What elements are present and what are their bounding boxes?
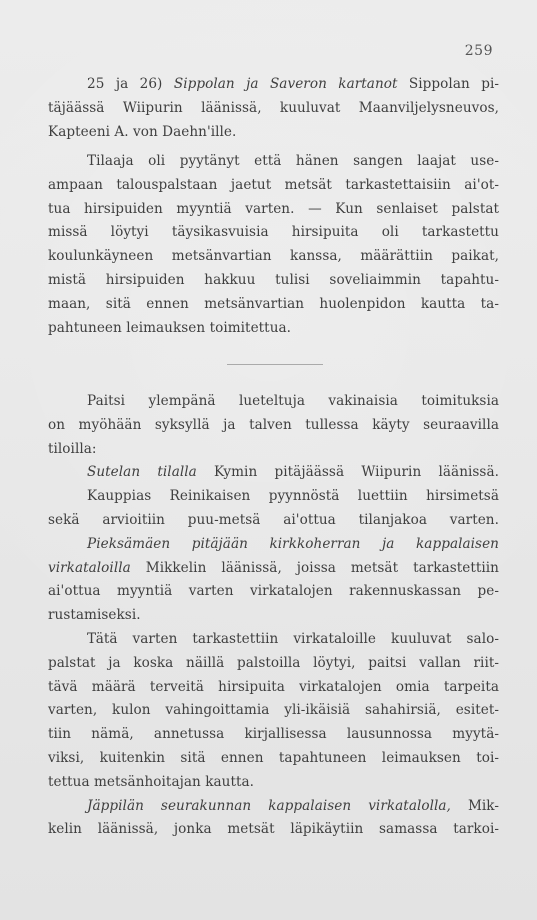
text-line — [48, 269, 499, 293]
text-line — [48, 723, 499, 747]
text-span: Mik- — [450, 797, 499, 814]
text-span: pahtuneen leimauksen toimitettua. — [48, 319, 292, 336]
text-line — [48, 121, 499, 145]
italic-text-span: virkataloilla — [48, 559, 131, 576]
text-span: tua hirsipuiden myyntiä varten. — Kun senlaiset palstat — [48, 200, 499, 217]
text-span: mistä hirsipuiden hakkuu tulisi soveliaimmin tapahtu- — [48, 271, 499, 288]
paragraph-sippola-saveron — [48, 73, 499, 144]
text-span: tävä määrä terveitä hirsipuita virkatalojen omia tarpeita — [48, 678, 499, 695]
italic-text-span: Sippolan ja Saveron kartanot — [173, 76, 398, 92]
text-span: ampaan talouspalstaan jaetut metsät tarkastettaisiin ai'ot- — [48, 176, 499, 193]
text-span: palstat ja koska näillä palstoilla löytyi, paitsi vallan riit- — [48, 654, 499, 671]
text-line — [48, 485, 499, 509]
text-line — [48, 652, 499, 676]
text-line — [48, 174, 499, 198]
text-line — [48, 317, 499, 341]
text-span: sekä arvioitiin puu-metsä ai'ottua tilanjakoa varten. — [48, 511, 499, 528]
page-number: 259 — [464, 43, 493, 59]
text-span: koulunkäyneen metsänvartian kanssa, määrättiin paikat, — [48, 248, 499, 265]
text-span: maan, sitä ennen metsänvartian huolenpidon kautta ta- — [48, 295, 499, 312]
italic-text-span: Sutelan tilalla — [87, 464, 197, 481]
text-span: on myöhään syksyllä ja talven tullessa käyty seuraavilla — [48, 416, 499, 433]
text-line — [48, 771, 499, 795]
text-span: ai'ottua myyntiä varten virkatalojen rakennuskassan pe- — [48, 583, 499, 600]
text-line — [48, 818, 499, 842]
text-line — [48, 150, 499, 174]
text-span: tiloilla: — [48, 440, 97, 457]
text-line — [48, 438, 499, 462]
text-span: Tätä varten tarkastettiin virkataloille kuuluvat salo- — [87, 630, 499, 647]
text-line — [48, 699, 499, 723]
text-span: Mikkelin läänissä, joissa metsät tarkastettiin — [130, 559, 499, 576]
text-line — [48, 604, 499, 628]
text-span: viksi, kuitenkin sitä ennen tapahtuneen leimauksen toi- — [48, 749, 499, 766]
text-span: Tilaaja oli pyytänyt että hänen sangen laajat use- — [87, 153, 499, 169]
text-span: kelin läänissä, jonka metsät läpikäytiin samassa tarkoi- — [48, 821, 499, 838]
text-span: Sippolan pi- — [397, 76, 499, 92]
text-span: Kapteeni A. von Daehn'ille. — [48, 123, 237, 140]
text-span: tettua metsänhoitajan kautta. — [48, 773, 254, 790]
paragraph-paitsi — [48, 390, 499, 842]
text-line — [48, 73, 499, 97]
text-line — [48, 390, 499, 414]
text-span: tiin nämä, annetussa kirjallisessa lausunnossa myytä- — [48, 726, 499, 743]
text-line — [48, 198, 499, 222]
text-span: Kymin pitäjäässä Wiipurin läänissä. — [196, 464, 499, 481]
italic-text-span: Jäppilän seurakunnan kappalaisen virkatalolla, — [87, 797, 451, 814]
italic-text-span: Pieksämäen pitäjään kirkkoherran ja kappalaisen — [87, 535, 499, 552]
text-line — [48, 580, 499, 604]
text-line — [48, 747, 499, 771]
text-line — [48, 414, 499, 438]
text-span: Kauppias Reinikaisen pyynnöstä luettiin hirsimetsä — [87, 488, 499, 505]
text-span: varten, kulon vahingoittamia yli-ikäisiä sahahirsiä, esitet- — [48, 702, 499, 719]
text-span: täjäässä Wiipurin läänissä, kuuluvat Maanviljelysneuvos, — [48, 99, 499, 116]
text-span: missä löytyi täysikasvuisia hirsipuita oli tarkastettu — [48, 224, 499, 241]
text-line — [48, 461, 499, 485]
text-line — [48, 628, 499, 652]
text-line — [48, 795, 499, 819]
text-line — [48, 557, 499, 581]
text-line — [48, 533, 499, 557]
text-line — [48, 97, 499, 121]
section-divider — [227, 364, 323, 365]
text-span: 25 ja 26) — [87, 76, 174, 92]
text-line — [48, 221, 499, 245]
text-line — [48, 676, 499, 700]
text-line — [48, 293, 499, 317]
text-line — [48, 245, 499, 269]
text-span: Paitsi ylempänä lueteltuja vakinaisia toimituksia — [87, 393, 499, 409]
paragraph-tilaaja — [48, 150, 499, 340]
text-line — [48, 509, 499, 533]
text-span: rustamiseksi. — [48, 607, 141, 624]
